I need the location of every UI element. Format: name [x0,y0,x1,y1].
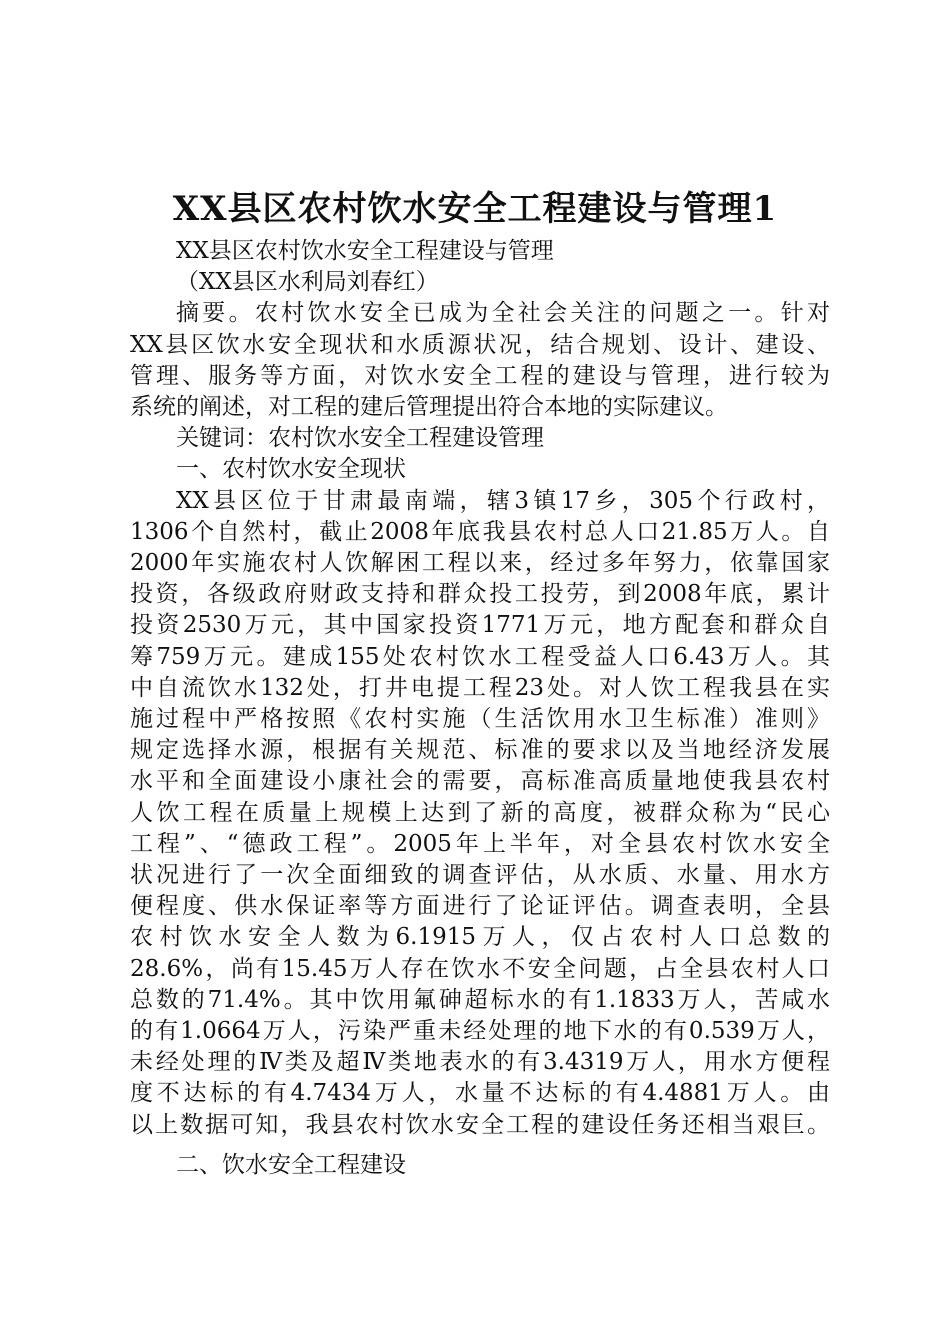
paragraph-line: 便程度、供水保证率等方面进行了论证评估。调查表明，全县 [130,893,830,920]
paragraph-line: 筹759万元。建成155处农村饮水工程受益人口6.43万人。其 [130,643,830,670]
abstract-line: 摘要。农村饮水安全已成为全社会关注的问题之一。针对 [176,300,830,327]
paragraph-line: 度不达标的有4.7434万人，水量不达标的有4.4881万人。由 [130,1080,830,1107]
author-line: （XX县区水利局刘春红） [176,269,439,296]
paragraph-line: 的有1.0664万人，污染严重未经处理的地下水的有0.539万人， [130,1018,830,1045]
paragraph-line: 1306个自然村，截止2008年底我县农村总人口21.85万人。自 [130,518,830,545]
paragraph-line: 状况进行了一次全面细致的调查评估，从水质、水量、用水方 [130,862,830,889]
paragraph-line: 投资，各级政府财政支持和群众投工投劳，到2008年底，累计 [130,581,830,608]
document-title: XX县区农村饮水安全工程建设与管理1 [172,189,778,229]
section-heading: 二、饮水安全工程建设 [176,1152,406,1178]
paragraph-line: 投资2530万元，其中国家投资1771万元，地方配套和群众自 [130,612,830,639]
paragraph-line: 2000年实施农村人饮解困工程以来，经过多年努力，依靠国家 [130,550,830,577]
paragraph-line: 工程”、“德政工程”。2005年上半年，对全县农村饮水安全 [130,830,830,857]
abstract-line: 系统的阐述，对工程的建后管理提出符合本地的实际建议。 [130,394,728,421]
paragraph-line: 农村饮水安全人数为6.1915万人，仅占农村人口总数的 [130,924,830,951]
paragraph-line: 施过程中严格按照《农村实施（生活饮用水卫生标准）准则》 [130,706,830,733]
keywords-line: 关键词：农村饮水安全工程建设管理 [176,425,544,452]
document-body [130,236,830,1141]
document-subtitle: XX县区农村饮水安全工程建设与管理 [176,238,554,264]
paragraph-line: 未经处理的Ⅳ类及超Ⅳ类地表水的有3.4319万人，用水方便程 [130,1049,830,1076]
paragraph-line: XX县区位于甘肃最南端，辖3镇17乡，305个行政村， [176,487,830,514]
paragraph-line: 规定选择水源，根据有关规范、标准的要求以及当地经济发展 [130,737,830,764]
paragraph-line: 水平和全面建设小康社会的需要，高标准高质量地使我县农村 [130,768,830,795]
section-heading: 一、农村饮水安全现状 [176,456,406,483]
paragraph-line: 以上数据可知，我县农村饮水安全工程的建设任务还相当艰巨。 [130,1111,830,1138]
paragraph-line: 人饮工程在质量上规模上达到了新的高度，被群众称为“民心 [130,799,830,826]
abstract-line: XX县区饮水安全现状和水质源状况，结合规划、设计、建设、 [130,331,830,358]
paragraph-line: 28.6%，尚有15.45万人存在饮水不安全问题，占全县农村人口 [130,955,830,982]
paragraph-line: 中自流饮水132处，打井电提工程23处。对人饮工程我县在实 [130,674,830,701]
abstract-line: 管理、服务等方面，对饮水安全工程的建设与管理，进行较为 [130,362,830,389]
paragraph-line: 总数的71.4%。其中饮用氟砷超标水的有1.1833万人，苦咸水 [130,986,830,1013]
